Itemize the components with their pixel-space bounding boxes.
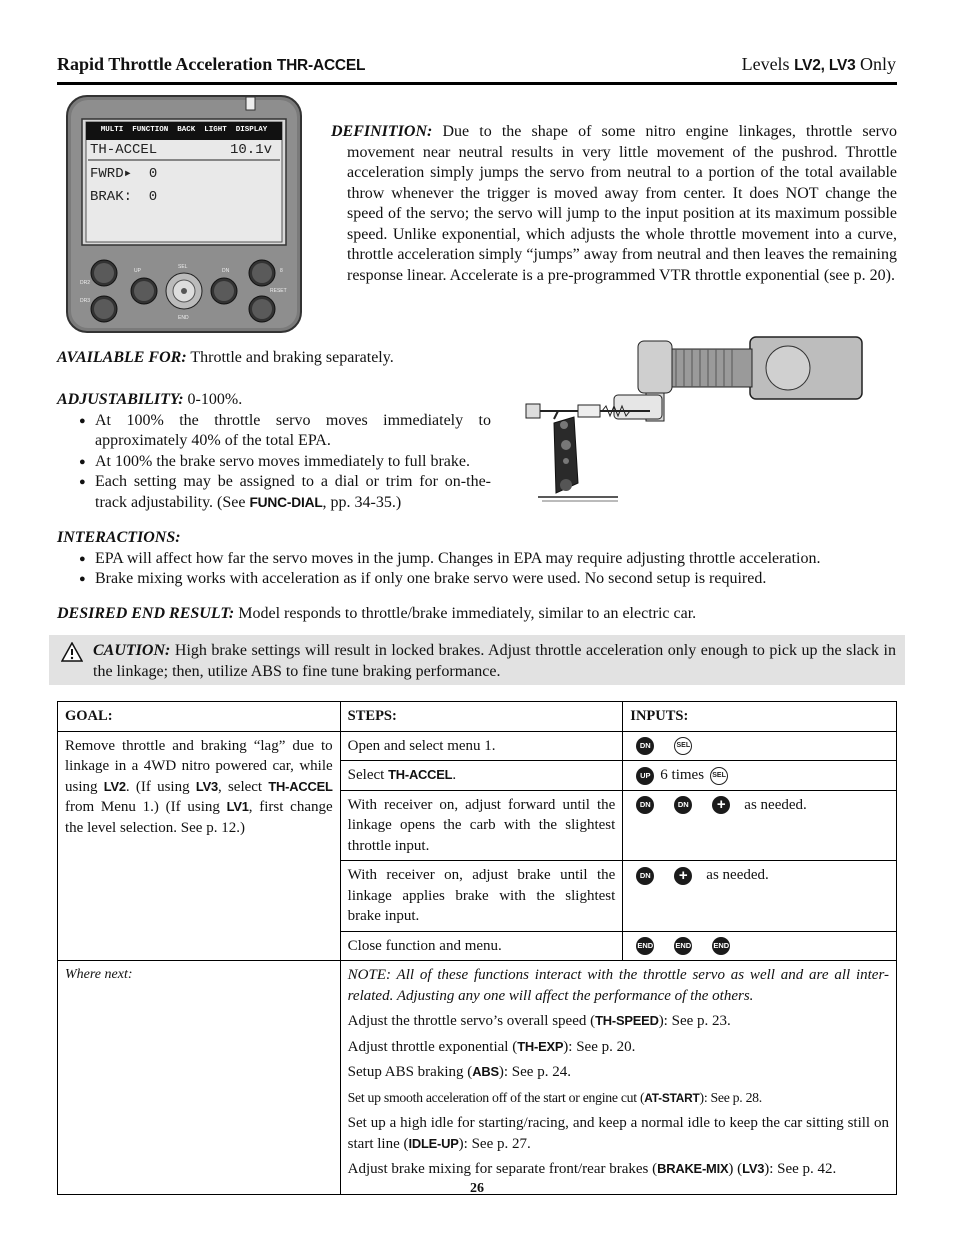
step-3: With receiver on, adjust forward until the linkage opens the carb with the slightest throttle input. — [340, 790, 623, 861]
end-button-icon: END — [712, 937, 730, 955]
goal-text-3: , select — [217, 778, 269, 795]
radio-illustration — [66, 95, 302, 333]
wn-text: Set up a high idle for starting/racing, and keep a normal idle to keep the car sitting still on start line ( — [347, 1115, 889, 1152]
caution-lead: CAUTION: — [93, 642, 171, 659]
interactions-bullets — [57, 549, 907, 590]
levels-codes: LV2, LV3 — [794, 57, 856, 74]
definition-text: Due to the shape of some nitro engine linkages, throttle servo movement near neutral results in very little movement of the pushrod. Throttle acceleration simply jumps the servo from neutral to a portion of the total available throw whenever the trigger is moved away from center. It does NOT change the speed of the servo; the servo will jump to the input position at its maximum possible speed. Unlike exponential, which adjusts the whole throttle movement into a curve, throttle acceleration simply “jumps” away from neutral and then leaves the remaining response linear. Accelerate is a pre-programmed VTR throttle exponential (see p. 20). — [347, 123, 898, 284]
wn-code: TH-EXP — [517, 1038, 564, 1054]
interactions-lead: INTERACTIONS: — [57, 529, 181, 546]
wn-text: ): See p. 42. — [764, 1161, 837, 1177]
wn-code: ABS — [472, 1064, 499, 1079]
input-3 — [623, 790, 897, 861]
wn-text: ): See p. 24. — [498, 1064, 571, 1080]
available-lead: AVAILABLE FOR: — [57, 349, 187, 366]
goal-code-2: LV3 — [195, 778, 218, 794]
definition-section — [331, 122, 897, 286]
radio-line2: FWRD▸ 0 — [90, 166, 158, 182]
radio-line1-value: 10.1v — [230, 142, 273, 158]
step-2 — [340, 761, 623, 791]
input-2-text: 6 times — [660, 767, 705, 783]
goal-cell — [58, 731, 341, 961]
radio-label-dr3: DR3 — [80, 298, 91, 304]
plus-button-icon: + — [712, 796, 730, 814]
wn-text: Setup ABS braking ( — [347, 1064, 473, 1080]
header-inputs: INPUTS: — [623, 702, 897, 732]
header-rule — [57, 82, 897, 85]
wn-text: ): See p. 20. — [563, 1038, 636, 1055]
goal-text-5: , first change the level selection. See p. 12.) — [65, 799, 333, 836]
wn-text: Adjust brake mixing for separate front/rear brakes ( — [347, 1161, 658, 1177]
dn-button-icon: DN — [674, 796, 692, 814]
wn-code: BRAKE-MIX — [657, 1161, 729, 1176]
wn-text: ): See p. 23. — [658, 1013, 731, 1029]
radio-line1-name: TH-ACCEL — [90, 142, 158, 158]
page-title — [57, 54, 365, 75]
wn-text: Adjust the throttle servo’s overall speed ( — [347, 1013, 596, 1029]
up-button-icon: UP — [636, 767, 654, 785]
input-5 — [623, 931, 897, 961]
bullet3-pre: Each setting may be assigned to a dial or trim for on-the-track adjustability. (See — [95, 473, 491, 511]
wn-text: Adjust throttle exponential ( — [347, 1038, 518, 1055]
levels-prefix: Levels — [741, 54, 795, 74]
wn-code: IDLE-UP — [408, 1135, 459, 1151]
wn-text: ): See p. 27. — [458, 1135, 531, 1152]
step-2-code: TH-ACCEL — [388, 767, 453, 782]
radio-label-reset: RESET — [270, 288, 287, 294]
bullet3-code: FUNC-DIAL — [249, 494, 323, 510]
where-next-cell — [340, 961, 896, 1195]
table-row-where-next — [58, 961, 897, 1195]
input-3-text: as needed. — [744, 796, 807, 813]
list-item: ● Brake mixing works with acceleration as if only one brake servo were used. No second setup is required. — [57, 569, 907, 590]
definition-lead: DEFINITION: — [331, 123, 433, 140]
step-2-pre: Select — [347, 767, 389, 783]
title-text: Rapid Throttle Acceleration — [57, 54, 277, 74]
caution-box — [49, 635, 905, 685]
where-next-item — [348, 1159, 889, 1180]
adjustability-section — [57, 390, 491, 513]
radio-label-dn: DN — [222, 268, 230, 274]
header-goal: GOAL: — [58, 702, 341, 732]
available-for-section — [57, 348, 497, 369]
caution-text-block — [93, 640, 896, 682]
linkage-illustration — [518, 333, 868, 510]
levels-suffix: Only — [855, 54, 896, 74]
wn-code: TH-SPEED — [595, 1013, 659, 1028]
radio-label-up: UP — [134, 268, 141, 274]
goal-text-1: Remove throttle and braking “lag” due to linkage in a 4WD nitro powered car, while using — [65, 737, 333, 795]
desired-result-section — [57, 604, 907, 625]
wn-text: Set up smooth acceleration off of the start or engine cut ( — [347, 1089, 645, 1105]
wn-text: ): See p. 28. — [699, 1089, 762, 1105]
adjust-lead: ADJUSTABILITY: — [57, 391, 184, 408]
where-next-item — [348, 1011, 889, 1032]
dn-button-icon: DN — [636, 867, 654, 885]
input-4 — [623, 861, 897, 932]
bullet3-post: , pp. 34-35.) — [322, 493, 402, 511]
where-next-label: Where next: — [58, 961, 341, 1195]
where-next-item — [348, 1088, 889, 1109]
step-1: Open and select menu 1. — [340, 731, 623, 761]
table-header-row — [58, 702, 897, 732]
end-button-icon: END — [636, 937, 654, 955]
radio-menu-bar: MULTI FUNCTION BACK LIGHT DISPLAY — [100, 126, 268, 134]
sel-button-icon: SEL — [710, 767, 728, 785]
carburetor-servo-icon — [518, 333, 868, 505]
list-item: ● EPA will affect how far the servo moves in the jump. Changes in EPA may require adjusting throttle acceleration. — [57, 549, 907, 570]
input-1 — [623, 731, 897, 761]
plus-button-icon: + — [674, 867, 692, 885]
where-next-note: NOTE: All of these functions interact with the throttle servo as well and are all inter-related. Adjusting any one will affect the performance of the others. — [347, 967, 889, 1004]
end-button-icon: END — [674, 937, 692, 955]
levels-label — [742, 54, 896, 75]
adjust-bullets — [57, 411, 491, 514]
list-item — [57, 472, 491, 513]
table-row — [58, 731, 897, 761]
adjust-text: 0-100%. — [183, 391, 243, 408]
desired-text: Model responds to throttle/brake immediately, similar to an electric car. — [234, 605, 697, 622]
radio-label-8: 8 — [280, 268, 283, 274]
step-5: Close function and menu. — [340, 931, 623, 961]
radio-label-end: END — [178, 315, 189, 321]
list-item: ● At 100% the brake servo moves immediately to full brake. — [57, 452, 491, 473]
radio-label-dr2: DR2 — [80, 280, 91, 286]
input-4-text: as needed. — [706, 867, 769, 883]
dn-button-icon: DN — [636, 796, 654, 814]
goal-text-4: from Menu 1.) (If using — [65, 799, 227, 815]
goal-code-1: LV2 — [103, 778, 126, 794]
goal-code-4: LV1 — [226, 799, 249, 814]
goal-text-2: . (If using — [125, 778, 196, 795]
header-steps: STEPS: — [340, 702, 623, 732]
sel-button-icon: SEL — [674, 737, 692, 755]
goal-code-3: TH-ACCEL — [268, 778, 333, 794]
caution-text: High brake settings will result in locked brakes. Adjust throttle acceleration only enough to pick up the slack in the linkage; then, utilize ABS to fine tune braking performance. — [93, 642, 896, 680]
wn-text: ) ( — [728, 1161, 743, 1177]
dn-button-icon: DN — [636, 737, 654, 755]
list-item: ● At 100% the throttle servo moves immediately to approximately 40% of the total EPA. — [57, 411, 491, 452]
title-code: THR-ACCEL — [276, 57, 366, 74]
where-next-item — [348, 1113, 889, 1154]
steps-table — [57, 701, 897, 1195]
radio-line3: BRAK: 0 — [90, 189, 158, 205]
wn-code: AT-START — [644, 1090, 700, 1105]
available-text: Throttle and braking separately. — [186, 349, 394, 366]
input-2 — [623, 761, 897, 791]
step-2-post: . — [452, 767, 457, 783]
interactions-section — [57, 528, 907, 590]
desired-lead: DESIRED END RESULT: — [57, 605, 235, 622]
where-next-item — [348, 1037, 889, 1058]
page-number: 26 — [470, 1181, 484, 1196]
radio-label-sel: SEL — [178, 264, 188, 270]
step-4: With receiver on, adjust brake until the linkage applies brake with the slightest brake input. — [340, 861, 623, 932]
wn-code: LV3 — [742, 1161, 765, 1176]
where-next-item — [348, 1062, 889, 1083]
warning-icon — [61, 642, 83, 667]
